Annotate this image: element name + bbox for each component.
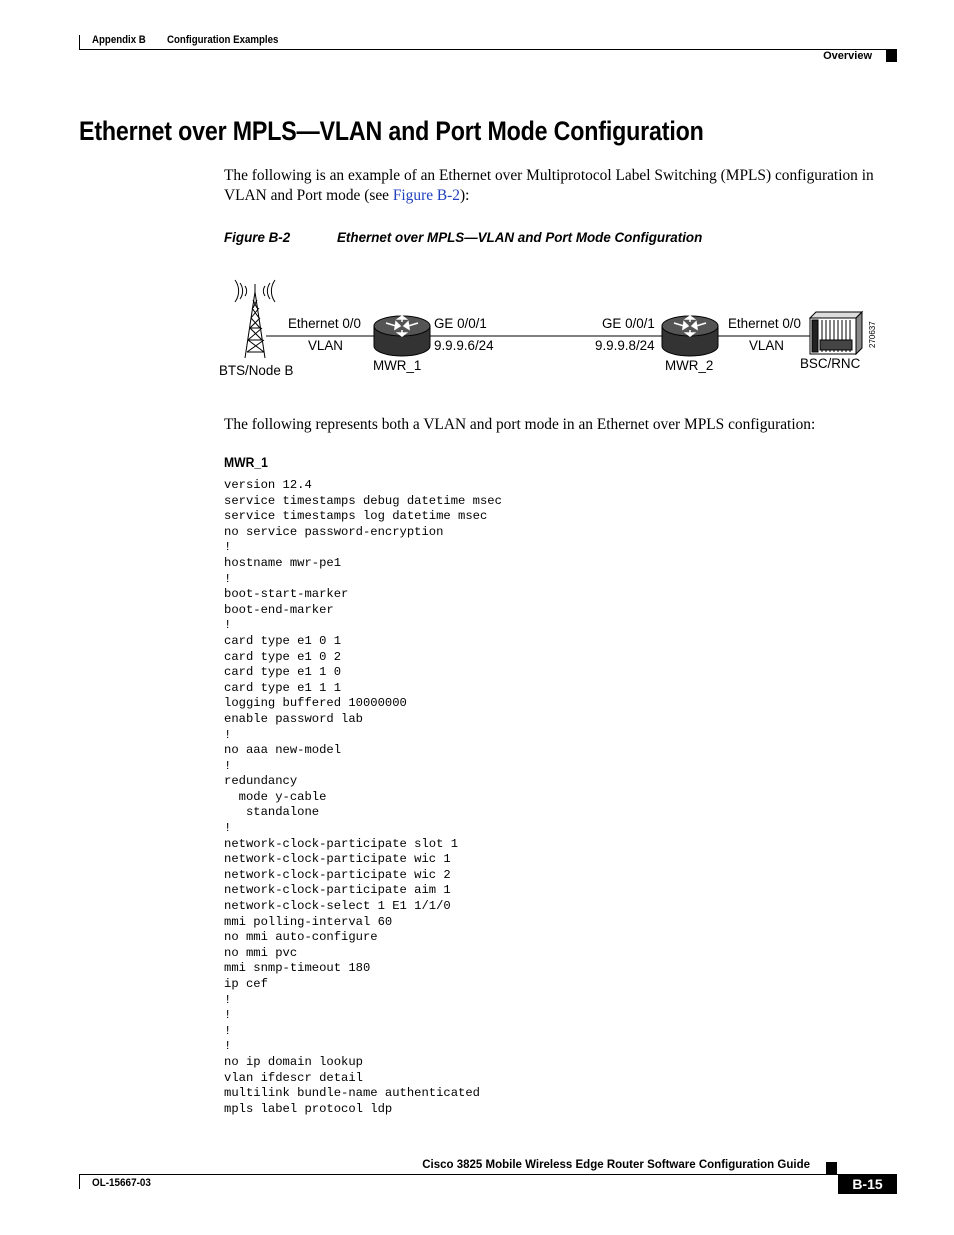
code-line: card type e1 1 1 (224, 680, 342, 695)
figure-caption: Ethernet over MPLS—VLAN and Port Mode Configuration (337, 230, 703, 245)
code-line: card type e1 0 1 (224, 633, 342, 648)
code-line: boot-end-marker (224, 602, 334, 617)
code-line: network-clock-select 1 E1 1/1/0 (224, 899, 451, 914)
code-line: no aaa new-model (224, 743, 342, 758)
code-line: card type e1 0 2 (224, 649, 342, 664)
bsc-rack-icon (810, 312, 862, 354)
intro-text-before: The following is an example of an Ethernet over Multiprotocol Label Switching (MPLS) configuration in VLAN and Port mode (see (224, 167, 874, 204)
router-icon-mwr1 (374, 316, 430, 356)
code-line: ! (224, 540, 232, 555)
code-line: ip cef (224, 977, 268, 991)
header-appendix: Appendix B (92, 34, 146, 46)
code-line: no service password-encryption (224, 524, 444, 539)
code-line: ! (224, 992, 232, 1007)
label-bsc: BSC/RNC (800, 356, 861, 371)
code-line: service timestamps debug datetime msec (224, 493, 502, 508)
label-mwr2: MWR_2 (665, 358, 714, 373)
header-section: Overview (823, 50, 872, 62)
code-line: mpls label protocol ldp (224, 1101, 393, 1116)
code-line: ! (224, 1023, 232, 1038)
code-line: ! (224, 571, 232, 586)
label-ip-left: 9.9.9.6/24 (434, 338, 494, 353)
code-line: ! (224, 727, 232, 742)
label-vlan-right: VLAN (749, 338, 784, 353)
code-line: network-clock-participate wic 1 (224, 852, 451, 867)
label-ip-right: 9.9.9.8/24 (595, 338, 655, 353)
router-icon-mwr2 (662, 316, 718, 356)
label-bts: BTS/Node B (219, 363, 294, 378)
label-mwr1: MWR_1 (373, 358, 422, 373)
config-intro-paragraph: The following represents both a VLAN and port mode in an Ethernet over MPLS configuration: (224, 416, 816, 433)
code-line: ! (224, 1008, 232, 1023)
label-ge-left: GE 0/0/1 (434, 316, 487, 331)
code-line: ! (224, 1039, 232, 1054)
code-line: mmi polling-interval 60 (224, 914, 393, 929)
figure-number: Figure B-2 (224, 230, 291, 245)
code-line: mmi snmp-timeout 180 (224, 961, 371, 976)
code-line: ! (224, 758, 232, 773)
page-title: Ethernet over MPLS—VLAN and Port Mode Configuration (79, 116, 704, 146)
code-line: network-clock-participate wic 2 (224, 867, 451, 882)
label-eth-left: Ethernet 0/0 (288, 316, 361, 331)
code-line: card type e1 1 0 (224, 665, 342, 680)
code-line: network-clock-participate aim 1 (224, 883, 451, 898)
code-line: standalone (224, 805, 320, 820)
code-line: ! (224, 618, 232, 633)
code-line: mode y-cable (224, 789, 327, 804)
code-line: enable password lab (224, 711, 363, 726)
footer-doc-number: OL-15667-03 (92, 1177, 151, 1189)
config-code-block (224, 478, 502, 1117)
label-vlan-left: VLAN (308, 338, 343, 353)
code-line: version 12.4 (224, 478, 312, 492)
code-line: logging buffered 10000000 (224, 696, 407, 711)
code-line: service timestamps log datetime msec (224, 509, 488, 524)
code-line: boot-start-marker (224, 587, 349, 602)
code-line: no mmi pvc (224, 945, 298, 960)
code-line: no ip domain lookup (224, 1054, 363, 1069)
header-chapter: Configuration Examples (167, 34, 279, 46)
config-heading: MWR_1 (224, 455, 268, 470)
label-eth-right: Ethernet 0/0 (728, 316, 801, 331)
label-ge-right: GE 0/0/1 (602, 316, 655, 331)
footer-page-number: B-15 (838, 1174, 897, 1194)
footer-guide-title: Cisco 3825 Mobile Wireless Edge Router Software Configuration Guide (422, 1159, 810, 1171)
code-line: redundancy (224, 774, 298, 789)
code-line: ! (224, 821, 232, 836)
code-line: no mmi auto-configure (224, 930, 378, 945)
code-line: network-clock-participate slot 1 (224, 836, 459, 851)
footer-block-marker (826, 1162, 837, 1174)
footer-rule (79, 1174, 897, 1175)
footer-rule-tick (79, 1174, 80, 1189)
code-line: multilink bundle-name authenticated (224, 1086, 480, 1101)
code-line: hostname mwr-pe1 (224, 555, 342, 570)
cell-tower-icon (235, 280, 275, 358)
code-line: vlan ifdescr detail (224, 1070, 363, 1085)
figure-id-label: 270637 (868, 321, 877, 348)
figure-link[interactable]: Figure B-2 (392, 186, 460, 204)
intro-text-after: ): (459, 186, 470, 204)
